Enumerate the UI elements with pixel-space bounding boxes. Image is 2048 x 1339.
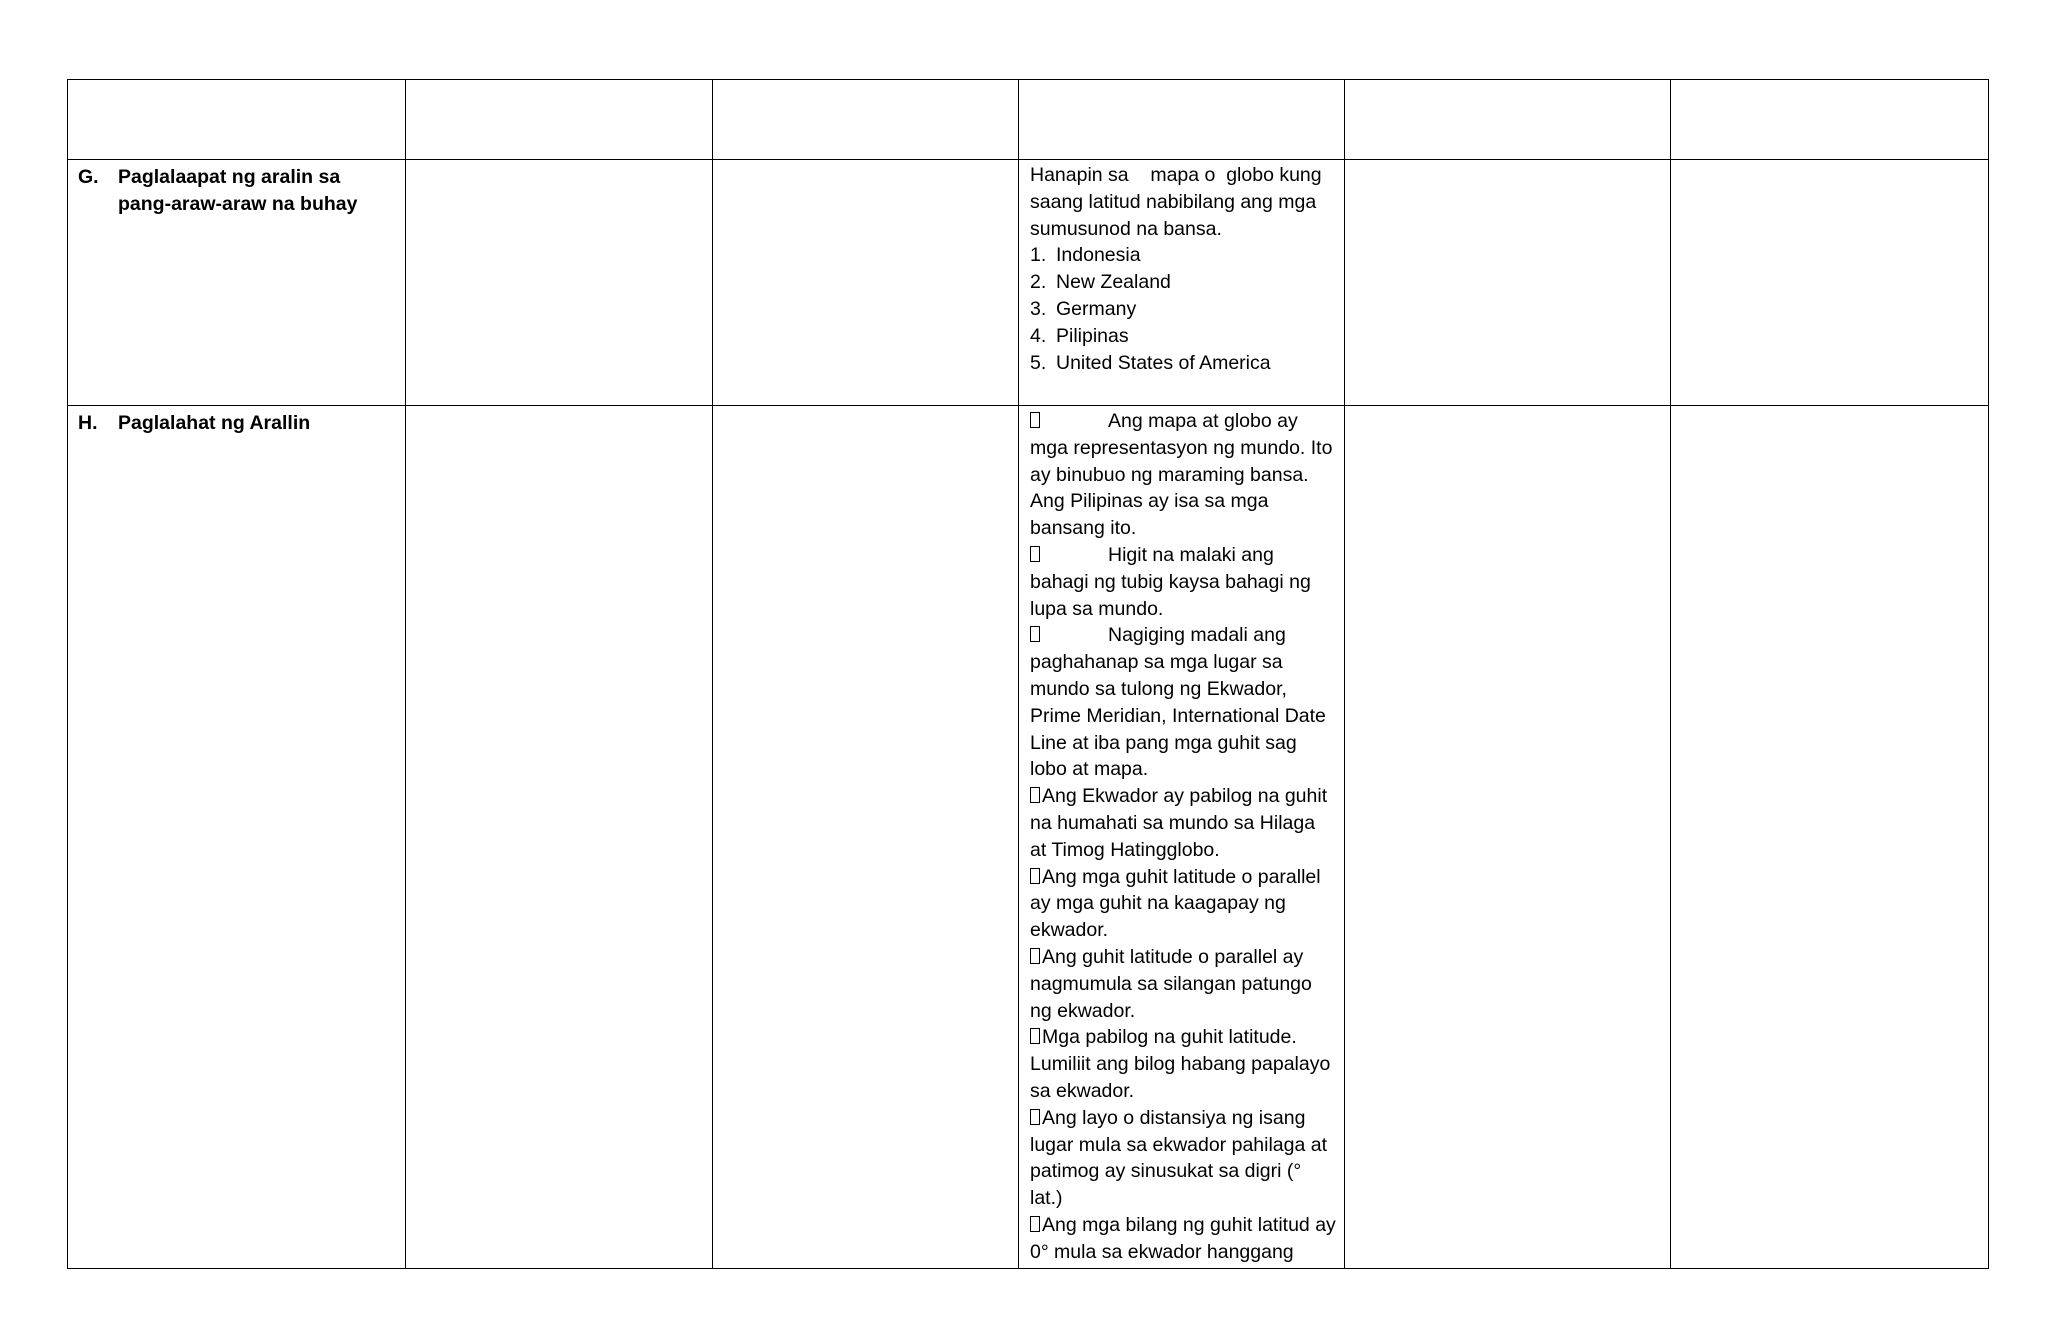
- missing-glyph-icon: [1030, 1109, 1040, 1125]
- bullet-item: [1030, 1212, 1336, 1264]
- activity-intro: Hanapin sa mapa o globo kung saang latitud nabibilang ang mga sumusunod na bansa.: [1030, 164, 1328, 240]
- bullet-item: [1030, 864, 1336, 944]
- table-cell: [713, 406, 1019, 1269]
- bullet-text: Ang mapa at globo ay mga representasyon ng mundo. Ito ay binubuo ng maraming bansa. Ang Pilipinas ay isa sa mga bansang ito.: [1030, 410, 1333, 540]
- list-item: [1030, 350, 1336, 377]
- table-cell: [713, 160, 1019, 406]
- missing-glyph-icon: [1030, 787, 1040, 803]
- missing-glyph-icon: [1030, 412, 1040, 428]
- bullet-text: Nagiging madali ang paghahanap sa mga lugar sa mundo sa tulong ng Ekwador, Prime Meridian, International Date Line at iba pang mga guhit sag lobo at mapa.: [1030, 624, 1326, 781]
- row-title: Paglalahat ng Arallin: [118, 412, 311, 434]
- table-cell: [68, 80, 406, 160]
- table-cell: [406, 160, 713, 406]
- row-title: Paglalaapat ng aralin sa pang-araw-araw na buhay: [118, 166, 358, 215]
- table-cell: [1345, 406, 1671, 1269]
- bullet-text: Ang Ekwador ay pabilog na guhit na humahati sa mundo sa Hilaga at Timog Hatingglobo.: [1030, 785, 1328, 861]
- missing-glyph-icon: [1030, 546, 1040, 562]
- table-cell: [1345, 80, 1671, 160]
- table-row-top: [68, 80, 1989, 160]
- bullet-item: [1030, 944, 1336, 1024]
- list-text: United States of America: [1056, 351, 1271, 374]
- bullet-text: Ang guhit latitude o parallel ay nagmumula sa silangan patungo ng ekwador.: [1030, 945, 1312, 1022]
- row-label: [78, 410, 395, 437]
- row-letter: G.: [78, 166, 99, 188]
- bullet-item: [1030, 1024, 1336, 1104]
- list-text: Indonesia: [1056, 244, 1141, 267]
- list-item: [1030, 323, 1336, 350]
- missing-glyph-icon: [1030, 1028, 1040, 1044]
- summary-cell: [1019, 406, 1345, 1269]
- missing-glyph-icon: [1030, 1216, 1040, 1232]
- table-cell: [406, 80, 713, 160]
- list-number: 3.: [1030, 297, 1047, 320]
- table-cell: [1019, 80, 1345, 160]
- list-number: 5.: [1030, 351, 1047, 374]
- summary-content: [1030, 408, 1336, 1264]
- list-item: [1030, 296, 1336, 323]
- list-number: 2.: [1030, 271, 1047, 294]
- table-cell: [1671, 406, 1989, 1269]
- list-text: Pilipinas: [1056, 324, 1129, 347]
- list-number: 1.: [1030, 244, 1047, 267]
- row-label: [78, 164, 395, 218]
- table-cell: [713, 80, 1019, 160]
- list-number: 4.: [1030, 324, 1047, 347]
- missing-glyph-icon: [1030, 626, 1040, 642]
- lesson-plan-table: [67, 79, 1989, 1269]
- bullet-item: [1030, 783, 1336, 863]
- table-cell: [406, 406, 713, 1269]
- table-row-g: [68, 160, 1989, 406]
- list-item: [1030, 242, 1336, 269]
- missing-glyph-icon: [1030, 948, 1040, 964]
- bullet-text: Higit na malaki ang bahagi ng tubig kaysa bahagi ng lupa sa mundo.: [1030, 543, 1311, 620]
- list-text: New Zealand: [1056, 271, 1171, 294]
- bullet-item: [1030, 622, 1336, 783]
- list-item: [1030, 269, 1336, 296]
- bullet-item: [1030, 542, 1336, 622]
- bullet-text: Ang layo o distansiya ng isang lugar mula sa ekwador pahilaga at patimog ay sinusukat sa digri (° lat.): [1030, 1106, 1328, 1210]
- row-letter: H.: [78, 412, 98, 434]
- bullet-item: [1030, 1105, 1336, 1212]
- list-text: Germany: [1056, 297, 1137, 320]
- missing-glyph-icon: [1030, 868, 1040, 884]
- activity-cell: [1019, 160, 1345, 406]
- bullet-text: Mga pabilog na guhit latitude. Lumiliit ang bilog habang papalayo sa ekwador.: [1030, 1026, 1331, 1102]
- table-row-h: [68, 406, 1989, 1269]
- table-cell: [1671, 80, 1989, 160]
- table-cell: [1345, 160, 1671, 406]
- row-label-cell: [68, 160, 406, 406]
- table-cell: [1671, 160, 1989, 406]
- bullet-text: Ang mga bilang ng guhit latitud ay 0° mula sa ekwador hanggang: [1030, 1213, 1336, 1263]
- row-label-cell: [68, 406, 406, 1269]
- bullet-item: [1030, 408, 1336, 542]
- bullet-text: Ang mga guhit latitude o parallel ay mga guhit na kaagapay ng ekwador.: [1030, 865, 1321, 942]
